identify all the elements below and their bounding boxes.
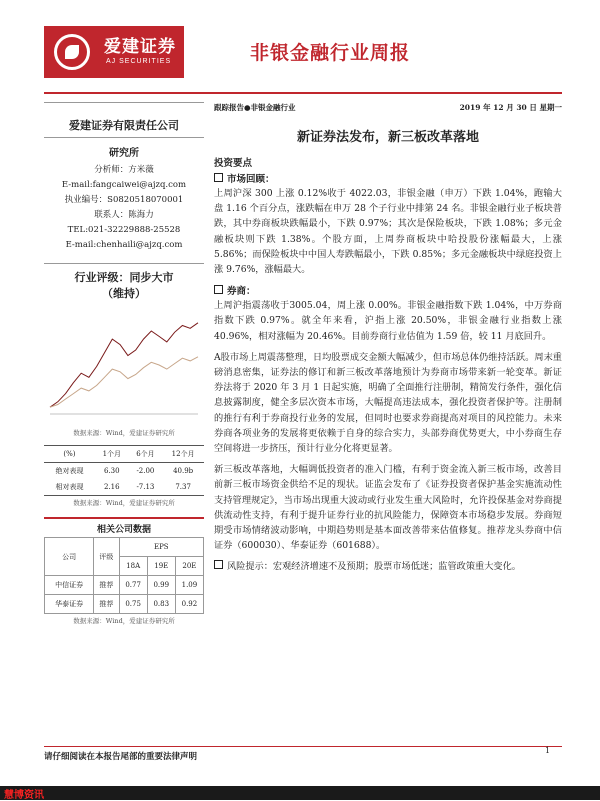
report-type: 跟踪报告●非银金融行业 bbox=[214, 103, 296, 112]
rel-cell: 0.77 bbox=[119, 576, 147, 595]
market-review-paragraph: 上周沪深 300 上涨 0.12%收于 4022.03，非银金融（申万）下跌 1.04%，跑输大盘 1.16 个百分点，涨跌幅在申万 28 个子行业中排第 24 名。非银金融行业子板块普跌，其中券商板块跌幅最小，下跌 0.97%；其次是保险板块，下跌 1.08%；多元金融板块则下跌 1.38%。个股方面，上周券商板块中哈投股份涨幅最大，上涨 5.86%；而保险板块中中国人寿跌幅最小，下跌 0.85%；多元金融板块中绿庭投资上涨 9.76%，涨幅最大。 bbox=[214, 188, 562, 276]
main-content bbox=[214, 102, 562, 581]
brand-logo bbox=[44, 26, 184, 78]
table-header-row bbox=[45, 538, 204, 557]
checkbox-square-icon bbox=[214, 285, 223, 294]
rel-cell: 中信证券 bbox=[45, 576, 94, 595]
contact-analyst: 分析师：方米薇 bbox=[94, 165, 154, 175]
banner-text: 慧博资讯 bbox=[4, 790, 44, 801]
legal-disclaimer-link[interactable]: 请仔细阅读在本报告尾部的重要法律声明 bbox=[44, 752, 198, 762]
performance-table bbox=[44, 445, 204, 496]
checkbox-square-icon bbox=[214, 560, 223, 569]
perf-header: (%) bbox=[63, 450, 76, 458]
rel-cell: 0.99 bbox=[147, 576, 175, 595]
footer-divider bbox=[44, 746, 562, 747]
rel-cell: 推荐 bbox=[94, 595, 119, 614]
broker-paragraph-1: 上周沪指震荡收于3005.04，周上涨 0.00%。非银金融指数下跌 1.04%，中万券商指数下跌 0.97%。就全年来看，沪指上涨 20.50%，非银金融行业指数上涨 40.96%，相对涨幅为 20.46%。目前券商行业估值为 1.59 倍，较 11 月底回升。 bbox=[214, 300, 562, 342]
header-divider bbox=[44, 92, 562, 94]
market-review-label: 市场回顾： bbox=[227, 174, 275, 185]
rel-cell: 0.92 bbox=[175, 595, 203, 614]
broker-label: 券商： bbox=[227, 286, 256, 298]
table-row bbox=[45, 595, 204, 614]
contact-email-link-2[interactable]: E-mail:chenhaili@ajzq.com bbox=[65, 240, 183, 250]
rel-cell: 推荐 bbox=[94, 576, 119, 595]
perf-cell: 绝对表现 bbox=[55, 467, 84, 475]
rel-cell: 0.83 bbox=[147, 595, 175, 614]
risk-warning bbox=[214, 559, 562, 574]
rel-header-year: 20E bbox=[175, 557, 203, 576]
index-chart bbox=[44, 306, 204, 426]
table-row bbox=[44, 463, 204, 480]
related-source: 数据来源：Wind，爱建证券研究所 bbox=[73, 617, 175, 625]
index-chart-svg bbox=[44, 306, 204, 426]
rel-header-year: 19E bbox=[147, 557, 175, 576]
bottom-banner bbox=[0, 786, 600, 800]
rel-header-eps: EPS bbox=[119, 538, 203, 557]
table-row bbox=[44, 479, 204, 496]
rel-header-year: 18A bbox=[119, 557, 147, 576]
perf-cell: -2.00 bbox=[136, 467, 155, 475]
contact-tel: TEL:021-32229888-25528 bbox=[67, 225, 181, 235]
perf-source: 数据来源：Wind，爱建证券研究所 bbox=[73, 499, 175, 507]
left-sidebar bbox=[44, 102, 204, 722]
perf-cell: -7.13 bbox=[136, 483, 155, 491]
institute-title: 研究所 bbox=[109, 148, 139, 159]
industry-rating bbox=[44, 263, 204, 302]
report-title: 非银金融行业周报 bbox=[250, 42, 411, 64]
brand-name-cn: 爱建证券 bbox=[104, 37, 176, 57]
investment-points-label: 投资要点 bbox=[214, 158, 253, 169]
perf-cell: 40.9b bbox=[173, 467, 194, 475]
broker-paragraph-3: 新三板改革落地，大幅调低投资者的准入门槛，有利于资金流入新三板市场，改善目前新三板市场资金供给不足的现状。证监会发布了《证券投资者保护基金实施流动性支持管理规定》，当市场出现重大波动或行业发生重大风险时，允许投保基金对券商提供流动性支持，有利于提升证券行业的抗风险能力，保障资本市场稳步发展。券商短期受市场情绪波动影响，中期趋势则是基本面改善带来估值修复。推荐龙头券商中信证券（600030）、华泰证券（601688）。 bbox=[214, 464, 562, 552]
rel-header-company: 公司 bbox=[45, 538, 94, 576]
chart-source: 数据来源：Wind，爱建证券研究所 bbox=[73, 429, 175, 437]
broker-paragraph-2: A股市场上周震荡整理，日均股票成交金额大幅减少，但市场总体仍维持活跃。周末重磅消息密集，证券法的修订和新三板改革落地预计为券商市场带来新一轮变革。新证券法将于 2020 年 3 月 1 日起实施，明确了全面推行注册制，精简发行条件，强化信息披露制度，健全多层次资本市场，大幅提高违法成本，强化投资者保护等。注册制的推行有利于券商投行业务的发展，但同时也要求券商提高对项目的风控能力。未来券商各项业务的发展将更依赖于自身的综合实力，头部券商优势更大，中小券商生存空间将进一步挤压，预计行业分化将更显著。 bbox=[214, 351, 562, 455]
rel-cell: 0.75 bbox=[119, 595, 147, 614]
contact-person: 联系人：陈海力 bbox=[94, 210, 154, 220]
report-meta bbox=[214, 102, 562, 116]
page-number: 1 bbox=[545, 746, 551, 755]
related-companies-title: 相关公司数据 bbox=[44, 517, 204, 535]
checkbox-square-icon bbox=[214, 173, 223, 182]
risk-text: 风险提示：宏观经济增速不及预期；股票市场低迷；监管政策重大变化。 bbox=[227, 561, 521, 573]
table-header-row bbox=[44, 446, 204, 463]
contact-block bbox=[44, 163, 204, 253]
rel-cell: 华泰证券 bbox=[45, 595, 94, 614]
article-title: 新证券法发布，新三板改革落地 bbox=[296, 130, 479, 145]
perf-cell: 相对表现 bbox=[55, 483, 84, 491]
report-date: 2019 年 12 月 30 日 星期一 bbox=[459, 103, 562, 112]
perf-cell: 2.16 bbox=[104, 483, 120, 491]
rel-cell: 1.09 bbox=[175, 576, 203, 595]
perf-header: 12个月 bbox=[171, 450, 195, 458]
broker-heading bbox=[214, 283, 562, 297]
rating-maintain: （维持） bbox=[102, 287, 146, 300]
perf-header: 6个月 bbox=[136, 450, 155, 458]
chart-series-line-1 bbox=[50, 357, 198, 407]
contact-license: 执业编号：S0820518070001 bbox=[64, 195, 184, 205]
rating-line: 行业评级：同步大市 bbox=[74, 271, 174, 284]
table-row bbox=[45, 576, 204, 595]
contact-email-link[interactable]: E-mail:fangcaiwei@ajzq.com bbox=[61, 180, 187, 190]
brand-mark-icon bbox=[54, 34, 90, 70]
brand-name-en: AJ SECURITIES bbox=[106, 58, 172, 65]
perf-cell: 6.30 bbox=[104, 467, 120, 475]
perf-cell: 7.37 bbox=[175, 483, 191, 491]
company-name: 爱建证券有限责任公司 bbox=[44, 102, 204, 138]
market-review-heading bbox=[214, 171, 562, 185]
rel-header-rating: 评级 bbox=[94, 538, 119, 576]
related-companies-table bbox=[44, 537, 204, 614]
perf-header: 1个月 bbox=[102, 450, 122, 458]
